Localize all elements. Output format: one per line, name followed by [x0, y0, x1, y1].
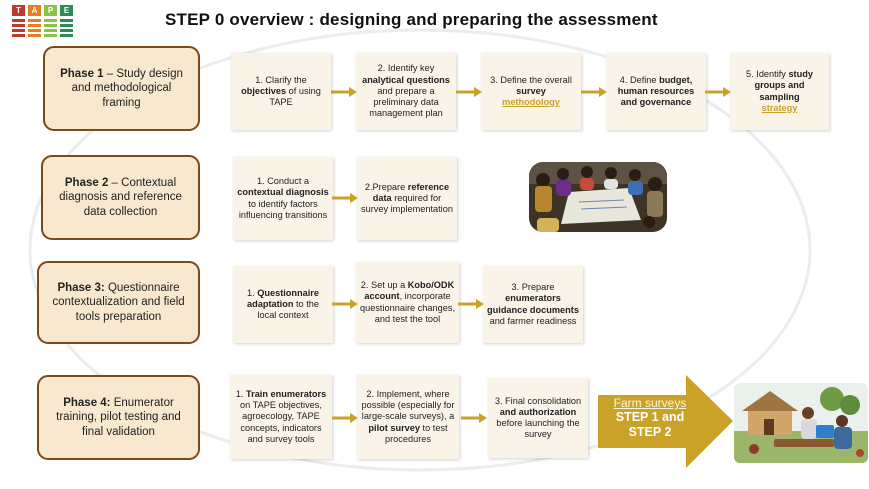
phase-3-label-bold: Phase 3:	[57, 281, 105, 294]
farmers-tablet-illustration	[734, 383, 868, 463]
phase-4-label-bold: Phase 4:	[63, 396, 111, 409]
arrow-right-icon	[461, 413, 487, 423]
phase-3-label-text: Questionnaire contextualization and field tools preparation	[52, 281, 185, 323]
phase-2-label-bold: Phase 2	[64, 176, 109, 189]
page-title: STEP 0 overview : designing and preparing the assessment	[165, 10, 658, 29]
phase-4-step-1: 1. Train enumerators on TAPE objectives, agroecology, TAPE concepts, indicators and survey tools	[230, 375, 332, 459]
phase-1-step-5: 5. Identify study groups and sampling strategy	[730, 53, 829, 130]
phase-1-step-2: 2. Identify key analytical questions and prepare a preliminary data management plan	[356, 53, 456, 130]
phase-1-step-4: 4. Define budget, human resources and governance	[606, 53, 706, 130]
logo-letter-e: E	[60, 5, 73, 37]
logo-letter-a: A	[28, 5, 41, 37]
phase-1-label-bold: Phase 1	[60, 67, 104, 80]
phase-1-box	[43, 46, 200, 131]
arrow-right-icon	[458, 299, 484, 309]
phase-3-step-1: 1. Questionnaire adaptation to the local context	[233, 266, 333, 343]
tape-logo	[12, 5, 73, 37]
phase-2-label-text: – Contextual diagnosis and reference data collection	[59, 176, 182, 218]
farm-surveys-step-2: STEP 2	[628, 425, 672, 439]
arrow-right-icon	[332, 193, 358, 203]
arrow-right-icon	[332, 413, 358, 423]
arrow-right-icon	[581, 87, 607, 97]
phase-3-step-3: 3. Prepare enumerators guidance documents and farmer readiness	[483, 266, 583, 343]
phase-4-label-text: Enumerator training, pilot testing and final validation	[56, 396, 181, 438]
arrow-right-icon	[332, 299, 358, 309]
phase-2-box	[41, 155, 200, 240]
phase-4-step-2: 2. Implement, where possible (especially for large-scale surveys), a pilot survey to test procedures	[357, 375, 459, 459]
phase-1-label-text: – Study design and methodological framing	[71, 67, 183, 109]
phase-1-step-1: 1. Clarify the objectives of using TAPE	[231, 53, 331, 130]
phase-3-step-2: 2. Set up a Kobo/ODK account, incorporate questionnaire changes, and test the tool	[356, 262, 459, 343]
arrow-right-icon	[456, 87, 482, 97]
farm-surveys-title: Farm surveys	[613, 396, 687, 410]
phase-2-step-1: 1. Conduct a contextual diagnosis to identify factors influencing transitions	[233, 157, 333, 240]
phase-4-step-3: 3. Final consolidation and authorization before launching the survey	[488, 378, 588, 458]
phase-4-box	[37, 375, 200, 460]
farm-surveys-label	[598, 396, 702, 440]
group-discussion-photo	[529, 162, 667, 232]
phase-3-box	[37, 261, 200, 344]
farm-surveys-step-1: STEP 1 and	[615, 410, 685, 424]
arrow-right-icon	[331, 87, 357, 97]
phase-2-step-2: 2.Prepare reference data required for survey implementation	[357, 157, 457, 240]
logo-letter-t: T	[12, 5, 25, 37]
arrow-right-icon	[705, 87, 731, 97]
phase-1-step-3: 3. Define the overall survey methodology	[481, 53, 581, 130]
logo-letter-p: P	[44, 5, 57, 37]
